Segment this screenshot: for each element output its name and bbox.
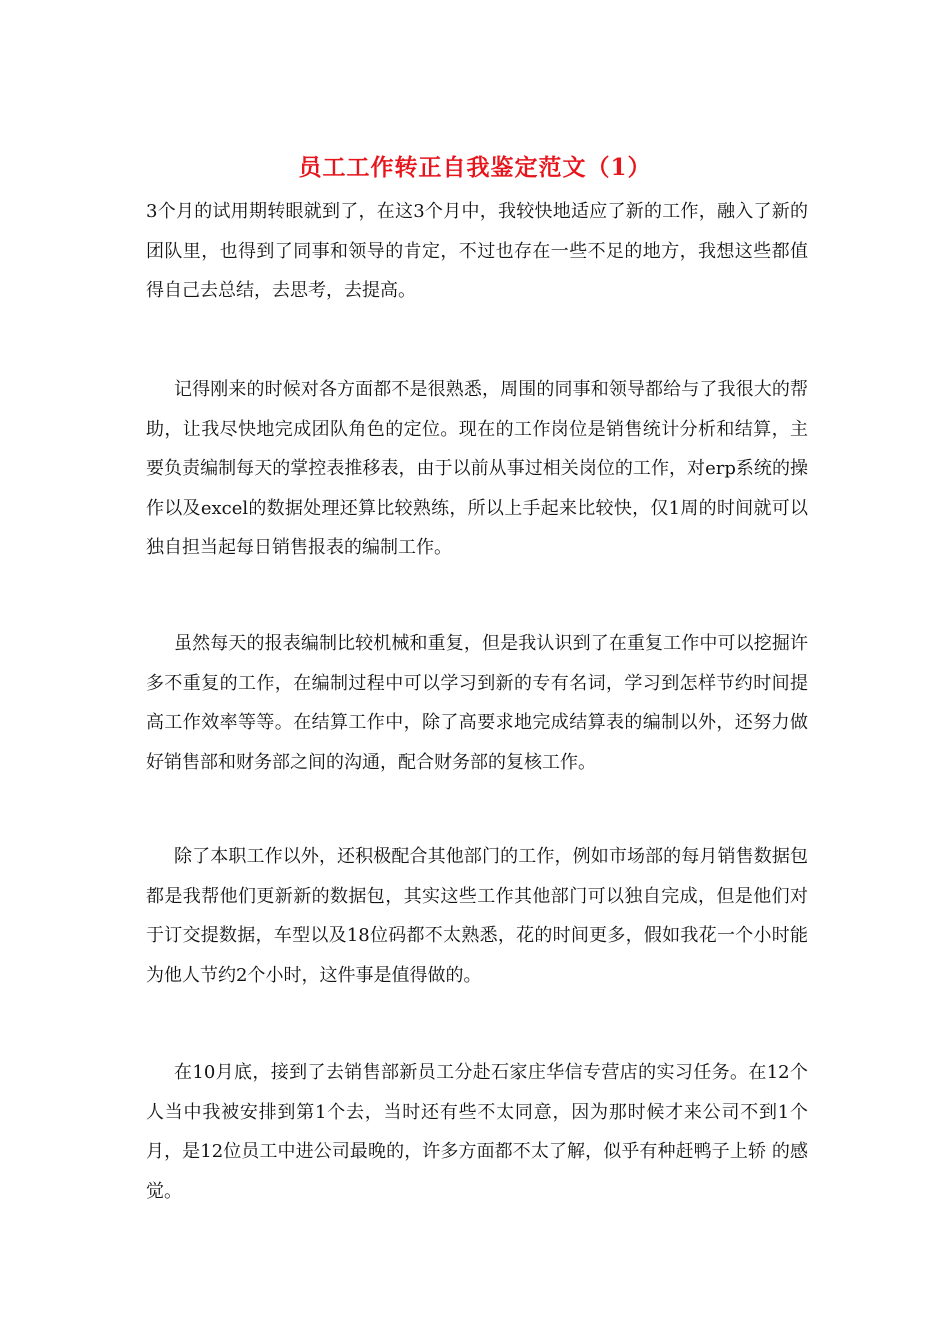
paragraph-4: 除了本职工作以外，还积极配合其他部门的工作，例如市场部的每月销售数据包都是我帮他们更新新的数据包，其实这些工作其他部门可以独自完成，但是他们对于订交提数据，车型以及18位码都不太熟悉，花的时间更多，假如我花一个小时能为他人节约2个小时，这件事是值得做的。 xyxy=(146,846,808,986)
document-title: 员工工作转正自我鉴定范文（1） xyxy=(298,154,652,181)
paragraph-1: 3个月的试用期转眼就到了，在这3个月中，我较快地适应了新的工作，融入了新的团队里，也得到了同事和领导的肯定，不过也存在一些不足的地方，我想这些都值得自己去总结，去思考，去提高。 xyxy=(146,201,808,301)
paragraph-5: 在10月底，接到了去销售部新员工分赴石家庄华信专营店的实习任务。在12个人当中我被安排到第1个去，当时还有些不太同意，因为那时候才来公司不到1个月，是12位员工中进公司最晚的，许多方面都不太了解，似乎有种赶鸭子上轿 的感觉。 xyxy=(146,1062,808,1202)
paragraph-2: 记得刚来的时候对各方面都不是很熟悉，周围的同事和领导都给与了我很大的帮助，让我尽快地完成团队角色的定位。现在的工作岗位是销售统计分析和结算，主要负责编制每天的掌控表推移表，由于以前从事过相关岗位的工作，对erp系统的操作以及excel的数据处理还算比较熟练，所以上手起来比较快，仅1周的时间就可以独自担当起每日销售报表的编制工作。 xyxy=(146,379,808,558)
paragraph-3: 虽然每天的报表编制比较机械和重复，但是我认识到了在重复工作中可以挖掘许多不重复的工作，在编制过程中可以学习到新的专有名词，学习到怎样节约时间提高工作效率等等。在结算工作中，除了高要求地完成结算表的编制以外，还努力做好销售部和财务部之间的沟通，配合财务部的复核工作。 xyxy=(146,633,808,773)
